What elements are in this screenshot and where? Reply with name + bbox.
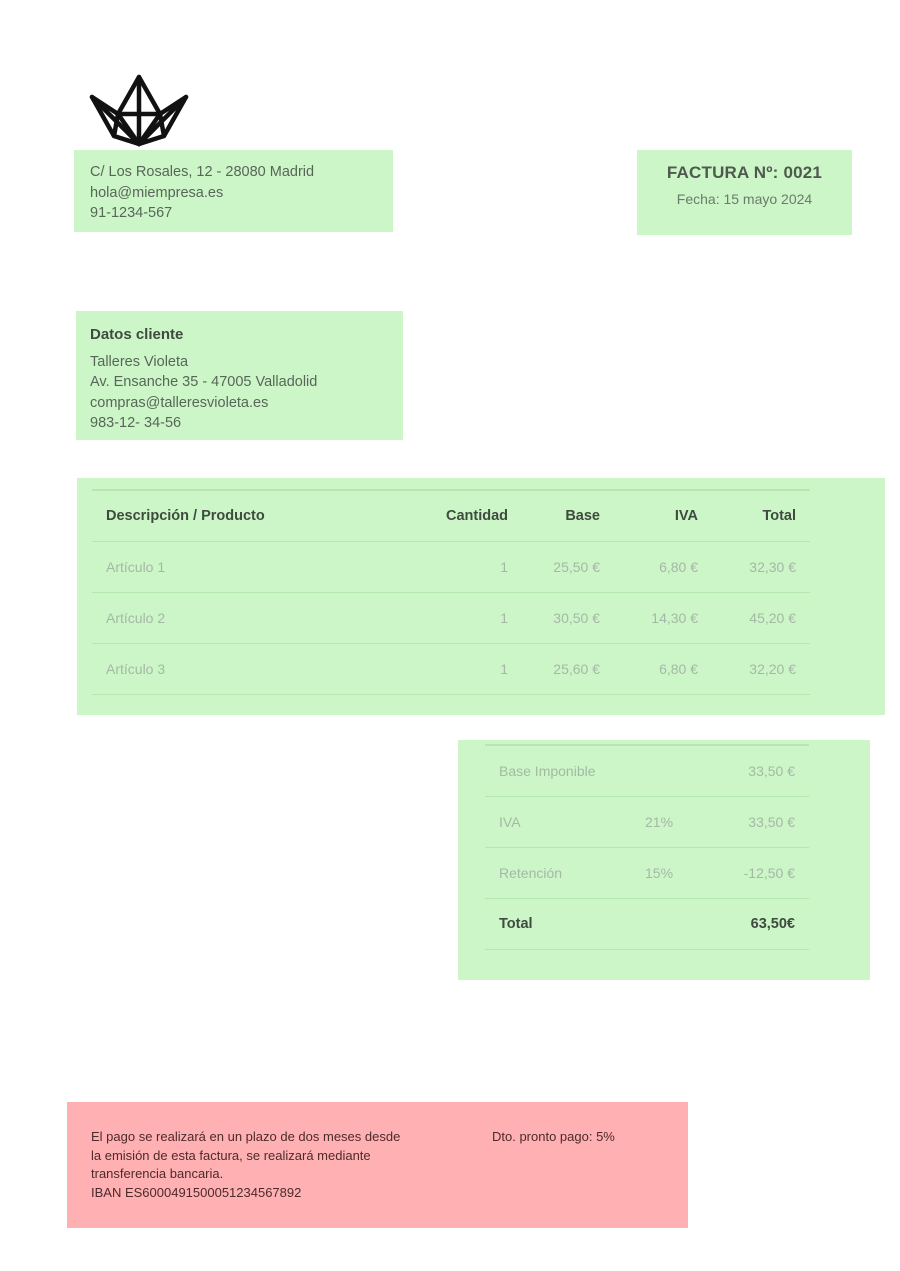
client-email: compras@talleresvioleta.es xyxy=(90,394,269,411)
item-iva: 6,80 € xyxy=(614,541,712,592)
totals-value: 33,50 € xyxy=(723,745,809,796)
grand-total-label: Total xyxy=(485,898,631,949)
payment-text xyxy=(91,1128,461,1202)
item-total: 32,20 € xyxy=(712,643,810,694)
payment-line: la emisión de esta factura, se realizará mediante xyxy=(91,1147,371,1163)
payment-line: transferencia bancaria. xyxy=(91,1166,224,1181)
item-description: Artículo 3 xyxy=(92,643,398,694)
payment-iban: IBAN ES6000491500051234567892 xyxy=(91,1184,302,1200)
items-section xyxy=(77,478,885,715)
client-address: Av. Ensanche 35 - 47005 Valladolid xyxy=(90,374,318,390)
totals-label: Base Imponible xyxy=(485,745,631,796)
header-description: Descripción / Producto xyxy=(92,490,398,541)
geometric-crown-logo-icon xyxy=(88,74,190,148)
company-phone: 91-1234-567 xyxy=(90,205,173,221)
table-row xyxy=(92,592,810,643)
invoice-date: Fecha: 15 mayo 2024 xyxy=(676,191,813,207)
payment-line: El pago se realizará en un plazo de dos meses desde xyxy=(91,1129,401,1144)
totals-rate: 21% xyxy=(631,796,723,847)
totals-table xyxy=(485,744,809,950)
payment-terms xyxy=(67,1102,688,1228)
item-iva: 14,30 € xyxy=(614,592,712,643)
item-description: Artículo 2 xyxy=(92,592,398,643)
totals-value: -12,50 € xyxy=(723,847,809,898)
invoice-info xyxy=(637,150,852,235)
item-total: 32,30 € xyxy=(712,541,810,592)
header-iva: IVA xyxy=(614,490,712,541)
item-base: 30,50 € xyxy=(522,592,614,643)
totals-label: IVA xyxy=(485,796,631,847)
client-heading: Datos cliente xyxy=(90,326,184,343)
totals-rate xyxy=(631,745,723,796)
invoice-number: FACTURA Nº: 0021 xyxy=(666,163,823,182)
grand-total-rate xyxy=(631,898,723,949)
grand-total-value: 63,50€ xyxy=(723,898,809,949)
item-description: Artículo 1 xyxy=(92,541,398,592)
table-row xyxy=(92,643,810,694)
header-base: Base xyxy=(522,490,614,541)
client-name: Talleres Violeta xyxy=(90,353,189,370)
items-header-row xyxy=(92,490,810,541)
totals-value: 33,50 € xyxy=(723,796,809,847)
item-base: 25,50 € xyxy=(522,541,614,592)
item-quantity: 1 xyxy=(398,592,522,643)
grand-total-row xyxy=(485,898,809,949)
client-phone: 983-12- 34-56 xyxy=(90,415,182,431)
totals-section xyxy=(458,740,870,980)
early-payment-discount: Dto. pronto pago: 5% xyxy=(492,1129,615,1144)
item-total: 45,20 € xyxy=(712,592,810,643)
totals-row xyxy=(485,796,809,847)
totals-rate: 15% xyxy=(631,847,723,898)
item-quantity: 1 xyxy=(398,541,522,592)
header-quantity: Cantidad xyxy=(398,490,522,541)
header-total: Total xyxy=(712,490,810,541)
company-email: hola@miempresa.es xyxy=(90,184,224,201)
items-table xyxy=(92,489,810,695)
totals-row xyxy=(485,745,809,796)
item-base: 25,60 € xyxy=(522,643,614,694)
client-info xyxy=(76,311,403,440)
totals-label: Retención xyxy=(485,847,631,898)
totals-row xyxy=(485,847,809,898)
table-row xyxy=(92,541,810,592)
company-info xyxy=(74,150,393,232)
company-address: C/ Los Rosales, 12 - 28080 Madrid xyxy=(90,164,315,180)
item-iva: 6,80 € xyxy=(614,643,712,694)
item-quantity: 1 xyxy=(398,643,522,694)
